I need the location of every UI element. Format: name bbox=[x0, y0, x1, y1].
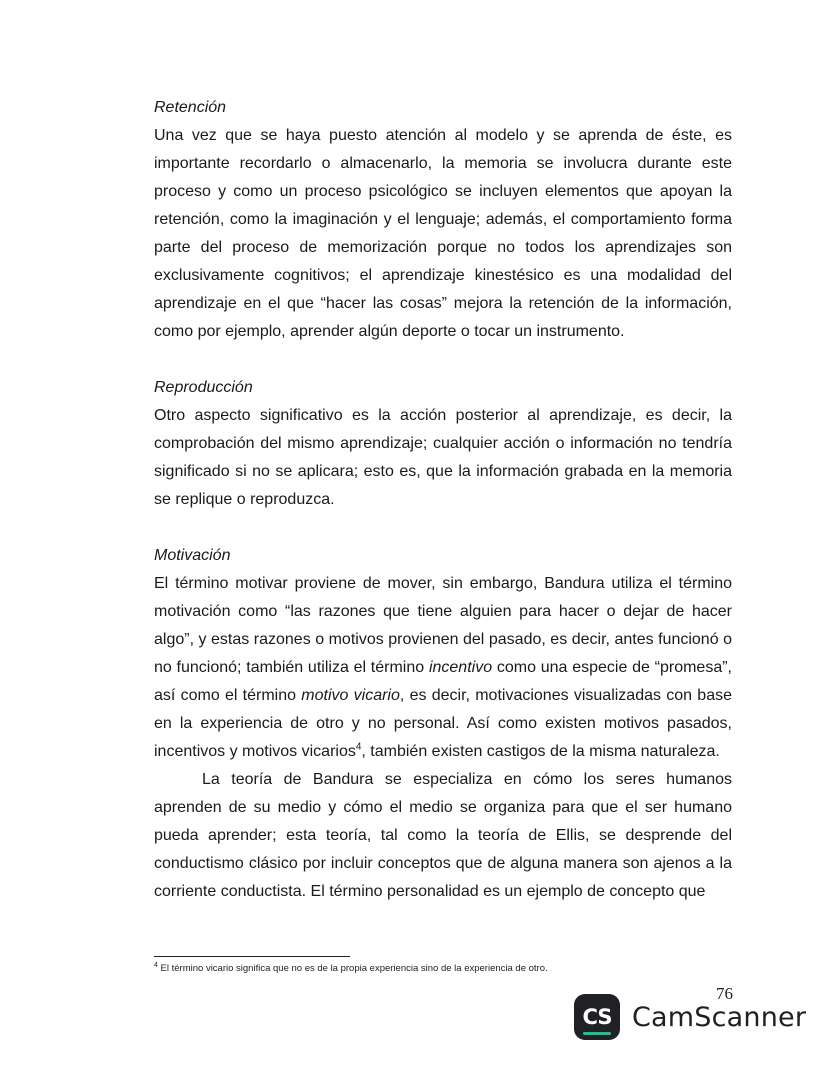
motivacion-text-2: como una especie de “promesa”, así como el término bbox=[154, 659, 733, 704]
motivacion-text-1: El término motivar proviene de mover, sin embargo, Bandura utiliza el término motivación como “las razones que tiene alguien para hacer o dejar de hacer algo”, y estas razones o motivos provienen del pasado, es decir, antes funcionó o no funcionó; también utiliza el término bbox=[154, 575, 732, 676]
footnote-divider bbox=[154, 956, 350, 957]
heading-motivacion: Motivación bbox=[154, 547, 231, 564]
heading-retencion: Retención bbox=[154, 99, 227, 116]
motivacion-text-3: , es decir, motivaciones visualizadas con base en la experiencia de otro y no personal. Así como existen motivos pasados, incentivos y motivos vicarios bbox=[154, 687, 732, 760]
heading-reproduccion: Reproducción bbox=[154, 379, 253, 396]
paragraph-reproduccion: Otro aspecto significativo es la acción posterior al aprendizaje, es decir, la comprobación del mismo aprendizaje; cualquier acción o información no tendría significado si no se aplicara; esto es, que la información grabada en la memoria se replique o reproduzca. bbox=[154, 407, 732, 508]
footnote bbox=[154, 962, 732, 975]
motivacion-italic-motivo-vicario: motivo vicario bbox=[301, 687, 400, 704]
footnote-number: 4 bbox=[154, 961, 158, 969]
motivacion-text-4: , también existen castigos de la misma naturaleza. bbox=[361, 743, 720, 760]
camscanner-brand: CamScanner bbox=[632, 1001, 807, 1033]
camscanner-accent-bar bbox=[583, 1032, 611, 1035]
motivacion-italic-incentivo: incentivo bbox=[428, 659, 493, 676]
paragraph-retencion: Una vez que se haya puesto atención al modelo y se aprenda de éste, es importante recordarlo o almacenarlo, la memoria se involucra durante este proceso y como un proceso psicológico se incluyen elementos que apoyan la retención, como la imaginación y el lenguaje; además, el comportamiento forma parte del proceso de memorización porque no todos los aprendizajes son exclusivamente cognitivos; el aprendizaje kinestésico es una modalidad del aprendizaje en el que “hacer las cosas” mejora la retención de la información, como por ejemplo, aprender algún deporte o tocar un instrumento. bbox=[154, 127, 732, 340]
paragraph-bandura-theory: La teoría de Bandura se especializa en cómo los seres humanos aprenden de su medio y cómo el medio se organiza para que el ser humano pueda aprender; esta teoría, tal como la teoría de Ellis, se desprende del conductismo clásico por incluir conceptos que de alguna manera son ajenos a la corriente conductista. El término personalidad es un ejemplo de concepto que bbox=[154, 771, 732, 900]
camscanner-watermark bbox=[574, 992, 806, 1042]
footnote-text: El término vicario significa que no es de la propia experiencia sino de la experiencia de otro. bbox=[157, 963, 548, 974]
footnote-reference: 4 bbox=[355, 741, 362, 753]
paragraph-motivacion bbox=[154, 570, 732, 766]
page-content bbox=[154, 94, 732, 906]
camscanner-badge-text: CS bbox=[582, 1005, 612, 1029]
camscanner-logo-icon bbox=[574, 994, 620, 1040]
paragraph-gap bbox=[154, 514, 732, 542]
page-number: 76 bbox=[716, 984, 733, 1003]
paragraph-gap bbox=[154, 346, 732, 374]
